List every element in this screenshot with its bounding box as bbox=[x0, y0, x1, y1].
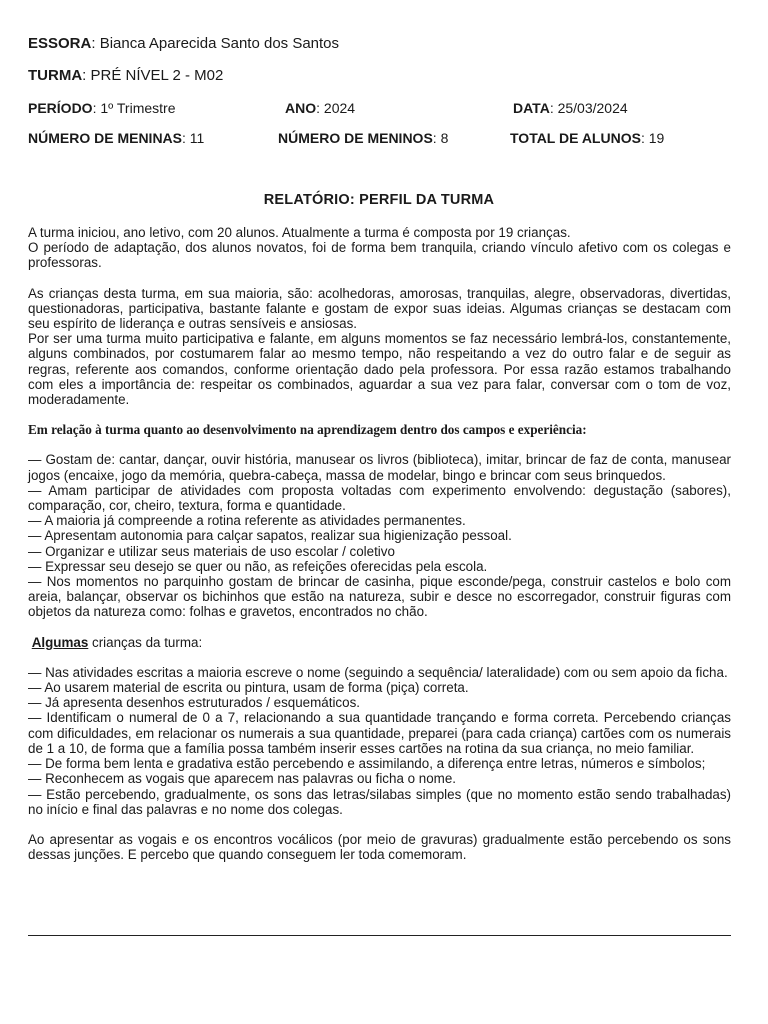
boys-count-label: NÚMERO DE MENINOS bbox=[278, 130, 433, 146]
fields-item: — Apresentam autonomia para calçar sapatos, realizar sua higienização pessoal. bbox=[28, 528, 512, 544]
profile-paragraph: Por ser uma turma muito participativa e falante, em alguns momentos se faz necessário lembrá-los, constantemente, alguns combinados, por costumarem falar ao mesmo tempo, não respeitando a vez do outro falar e de seguir as regras, referente aos comandos, conforme orientação dado pela professora. Por essa razão estamos trabalhando com eles a importância de: respeitar os combinados, aguardar a sua vez para falar, conversar com o tom de voz, moderadamente. bbox=[28, 331, 731, 408]
boys-count-value: : 8 bbox=[432, 130, 449, 146]
report-title: RELATÓRIO: PERFIL DA TURMA bbox=[263, 192, 495, 208]
girls-count-field bbox=[28, 130, 204, 146]
closing-paragraph: Ao apresentar as vogais e os encontros vocálicos (por meio de gravuras) gradualmente estão percebendo os sons dessas junções. E percebo que quando conseguem ler toda comemoram. bbox=[28, 831, 731, 863]
teacher-line bbox=[28, 35, 339, 52]
period-value: : 1º Trimestre bbox=[92, 100, 176, 116]
intro-paragraph: O período de adaptação, dos alunos novatos, foi de forma bem tranquila, criando vínculo afetivo com os colegas e professoras. bbox=[28, 240, 731, 271]
report-body bbox=[28, 225, 731, 862]
period-field bbox=[28, 100, 175, 116]
period-label: PERÍODO bbox=[28, 100, 93, 116]
total-students-field bbox=[510, 130, 664, 146]
class-line bbox=[28, 67, 223, 84]
date-label: DATA bbox=[513, 100, 550, 116]
fields-item: — Nos momentos no parquinho gostam de brincar de casinha, pique esconde/pega, construir castelos e bolo com areia, balançar, observar os bichinhos que estão na natureza, subir e desce no escorregador, construir figuras com objetos da natureza como: folhas e gravetos, encontrados no chão. bbox=[28, 574, 731, 620]
girls-count-label: NÚMERO DE MENINAS bbox=[28, 130, 183, 146]
some-children-heading bbox=[28, 635, 731, 650]
fields-item: — Expressar seu desejo se quer ou não, as refeições oferecidas pela escola. bbox=[28, 558, 488, 574]
some-children-item: — De forma bem lenta e gradativa estão percebendo e assimilando, a diferença entre letras, números e símbolos; bbox=[28, 756, 706, 772]
year-value: : 2024 bbox=[316, 100, 356, 116]
some-children-item: — Ao usarem material de escrita ou pintura, usam de forma (piça) correta. bbox=[28, 680, 469, 696]
date-field bbox=[513, 100, 628, 116]
fields-item: — Organizar e utilizar seus materiais de uso escolar / coletivo bbox=[28, 543, 395, 559]
girls-count-value: : 11 bbox=[182, 130, 205, 146]
class-label: TURMA bbox=[28, 67, 83, 84]
year-field bbox=[285, 100, 355, 116]
teacher-label: ESSORA bbox=[28, 35, 92, 52]
some-children-item: — Reconhecem as vogais que aparecem nas palavras ou ficha o nome. bbox=[28, 771, 456, 787]
class-value: : PRÉ NÍVEL 2 - M02 bbox=[82, 67, 224, 84]
total-students-label: TOTAL DE ALUNOS bbox=[510, 130, 641, 146]
intro-paragraph: A turma iniciou, ano letivo, com 20 alunos. Atualmente a turma é composta por 19 crianças. bbox=[28, 225, 571, 240]
fields-heading: Em relação à turma quanto ao desenvolvimento na aprendizagem dentro dos campos e experiência: bbox=[28, 422, 587, 438]
fields-item: — A maioria já compreende a rotina referente as atividades permanentes. bbox=[28, 513, 466, 529]
fields-item: — Amam participar de atividades com proposta voltadas com experimento envolvendo: degustação (sabores), comparação, cor, cheiro, textura, forma e quantidade. bbox=[28, 482, 731, 514]
some-children-item: — Identificam o numeral de 0 a 7, relacionando a sua quantidade trançando e forma correta. Percebendo crianças com dificuldades, em relacionar os numerais a sua quantidade, preparei (para cada criança) cartões com os numerais de 1 a 10, de forma que a família possa também inserir esses cartões na rotina da sua criança, no meio familiar. bbox=[28, 710, 731, 756]
fields-item: — Gostam de: cantar, dançar, ouvir história, manusear os livros (biblioteca), imitar, brincar de faz de conta, manusear jogos (encaixe, jogo da memória, quebra-cabeça, massa de modelar, bingo e brincar com seus brinquedos. bbox=[28, 452, 731, 483]
bottom-rule bbox=[28, 935, 731, 936]
some-children-item: — Nas atividades escritas a maioria escreve o nome (seguindo a sequência/ lateralidade) com ou sem apoio da ficha. bbox=[28, 664, 728, 680]
some-children-rest: crianças da turma: bbox=[88, 634, 203, 650]
some-children-item: — Estão percebendo, gradualmente, os sons das letras/silabas simples (que no momento estão sendo trabalhadas) no início e final das palavras e no nome dos colegas. bbox=[28, 786, 731, 817]
year-label: ANO bbox=[285, 100, 317, 116]
some-word: Algumas bbox=[31, 634, 89, 650]
some-children-item: — Já apresenta desenhos estruturados / esquemáticos. bbox=[28, 695, 360, 711]
profile-paragraph: As crianças desta turma, em sua maioria, são: acolhedoras, amorosas, tranquilas, alegre, observadoras, divertidas, questionadoras, participativa, bastante falante e gostam de expor suas ideias. Algumas crianças se destacam com seu espírito de liderança e outras sensíveis e ansiosas. bbox=[28, 285, 731, 332]
boys-count-field bbox=[278, 130, 448, 146]
date-value: : 25/03/2024 bbox=[549, 100, 628, 116]
total-students-value: : 19 bbox=[640, 130, 665, 146]
teacher-value: : Bianca Aparecida Santo dos Santos bbox=[91, 35, 340, 52]
